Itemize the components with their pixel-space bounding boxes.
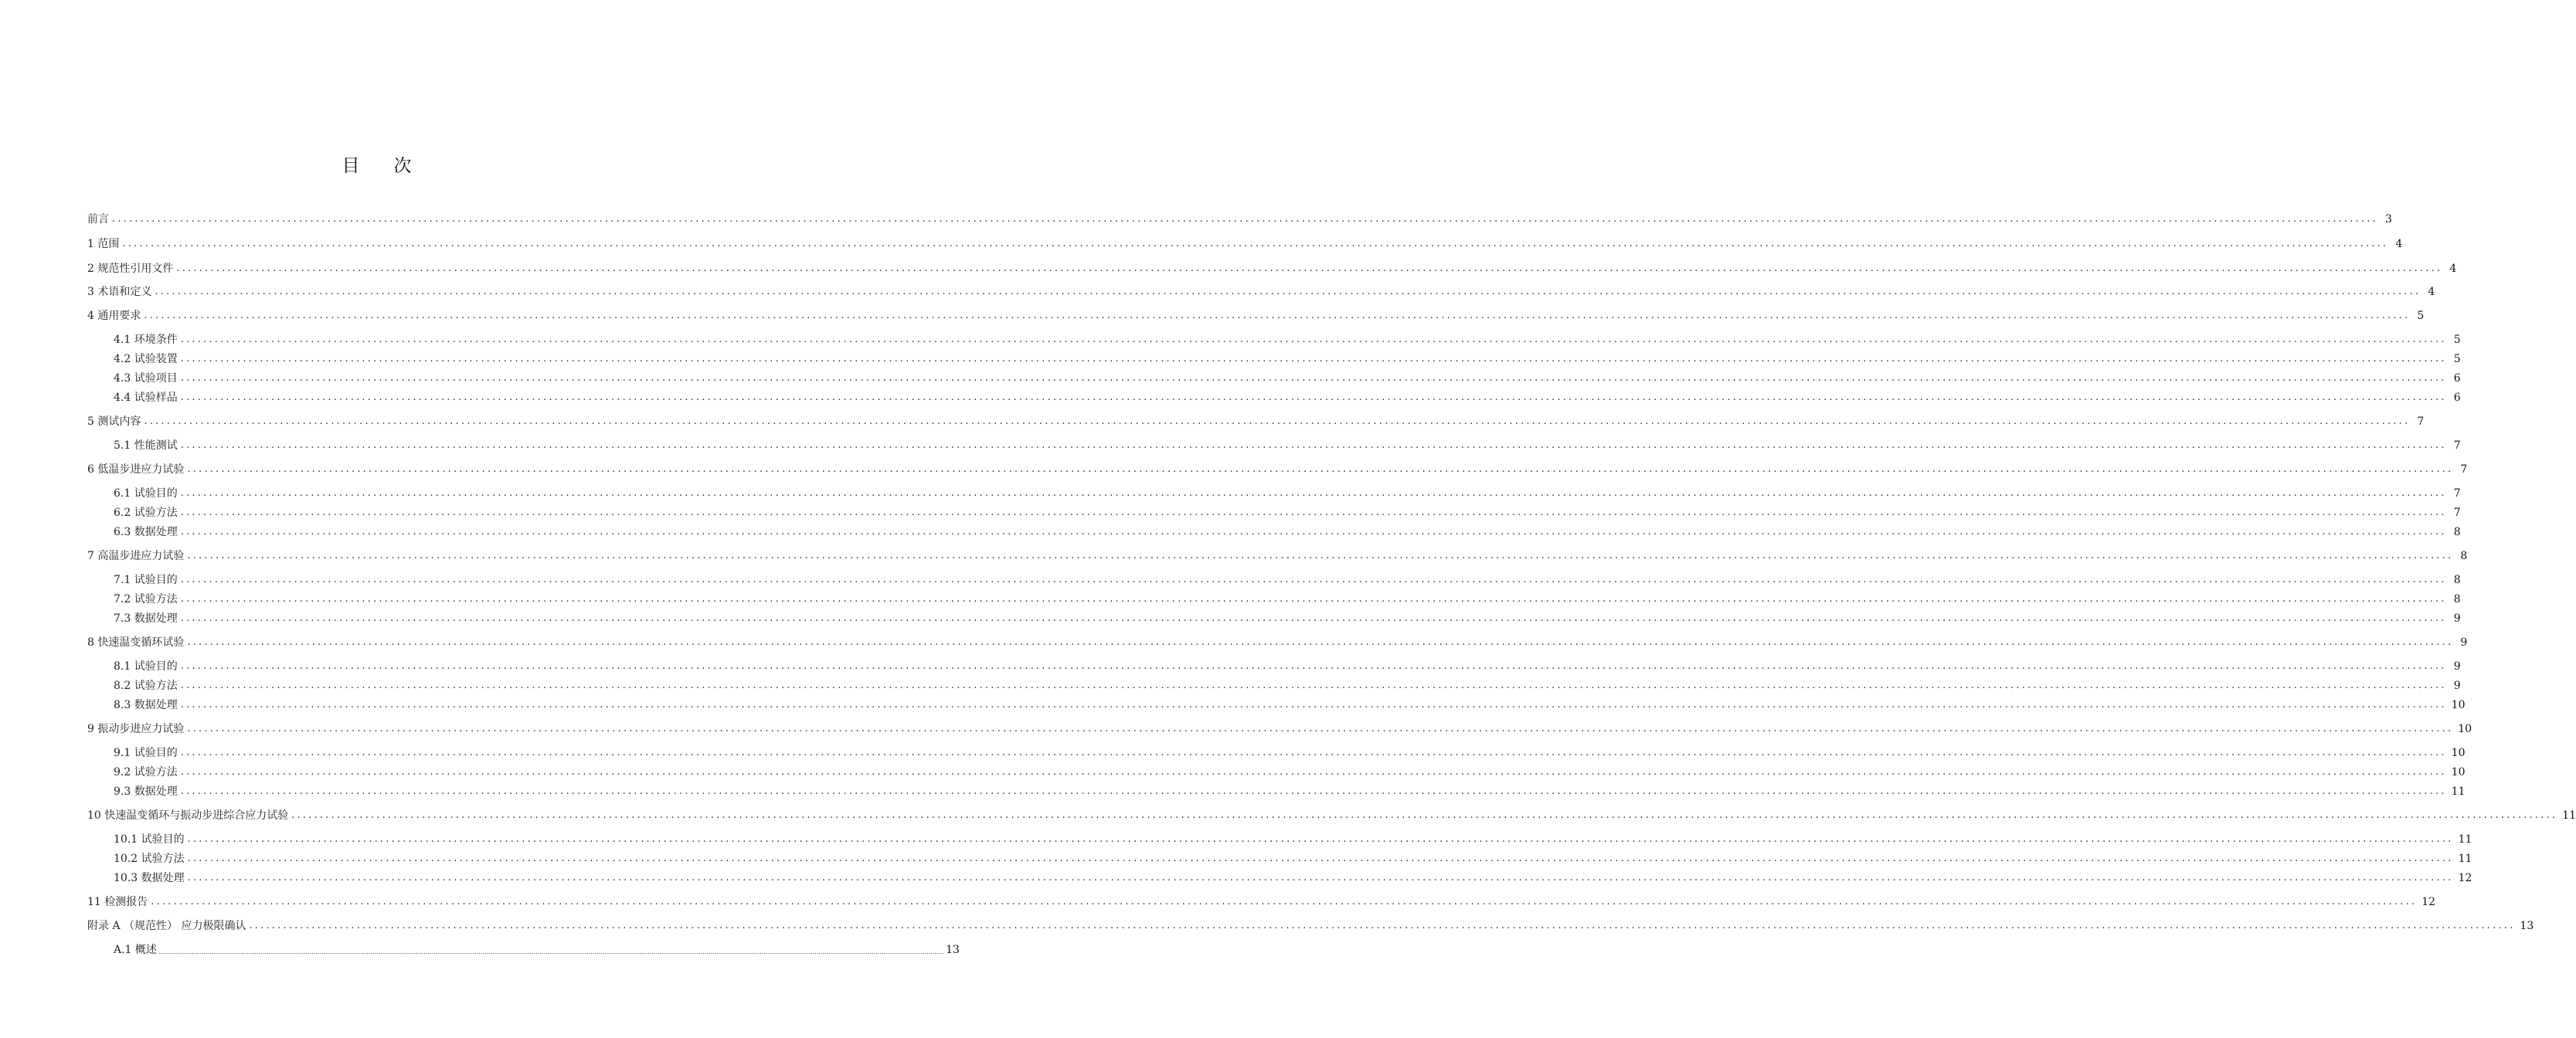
toc-entry-title [114,505,178,521]
dot-leader: ................................................................................................................................................................................................................................................................................................................................................................................................................ [180,487,2447,499]
toc-entry-page: 10 [2458,723,2472,735]
toc-entry-number: 7.2 [114,593,134,606]
toc-entry[interactable] [87,808,2576,823]
toc-entry-page: 8 [2453,526,2461,538]
toc-entry-text: 数据处理 [134,612,178,625]
toc-entry-text: 试验方法 [134,507,178,519]
toc-entry[interactable] [87,236,2403,252]
toc-entry-page: 13 [2520,920,2534,932]
toc-entry-page: 12 [2421,896,2436,908]
dot-leader: ................................................................................................................................................................................................................................................................................................................................................................................................................ [180,526,2447,538]
dot-leader: ................................................................................................................................................................................................................................................................................................................................................................................................................ [180,392,2447,403]
toc-entry[interactable] [114,611,2461,626]
toc-entry-title [114,659,178,674]
toc-entry-text: 试验目的 [134,660,178,673]
toc-entry[interactable] [114,851,2472,867]
toc-entry-text: （规范性） 应力极限确认 [124,920,246,932]
toc-entry-number: 4.1 [114,334,134,346]
dot-leader: ................................................................................................................................................................................................................................................................................................................................................................................................................ [158,948,945,955]
toc-entry-page: 5 [2453,334,2461,346]
toc-entry-text: 试验目的 [141,833,185,846]
dot-leader: ................................................................................................................................................................................................................................................................................................................................................................................................................ [155,286,2421,297]
toc-entry-page: 7 [2453,487,2461,500]
toc-entry-title [87,894,148,910]
dot-leader: ................................................................................................................................................................................................................................................................................................................................................................................................................ [180,574,2447,585]
toc-entry-text: 高温步进应力试验 [97,550,185,562]
toc-entry-number: 8.3 [114,699,134,711]
toc-entry-number: 7.1 [114,574,134,586]
toc-entry-text: 检测报告 [104,896,148,908]
toc-entry[interactable] [87,212,2392,227]
toc-entry-number: 11 [87,896,105,908]
toc-entry-title [87,414,141,429]
toc-entry[interactable] [114,942,960,958]
toc-entry-text: 快速温变循环试验 [97,636,185,649]
toc-entry[interactable] [87,462,2468,477]
toc-entry-text: 性能测试 [134,439,178,452]
toc-entry-number: 10.2 [114,853,141,865]
toc-entry-text: 术语和定义 [97,286,152,298]
toc-entry-number: 4.2 [114,353,134,365]
toc-entry-text: 试验方法 [134,680,178,692]
dot-leader: ................................................................................................................................................................................................................................................................................................................................................................................................................ [151,896,2418,907]
toc-entry-text: 数据处理 [141,872,185,884]
toc-entry-text: 试验方法 [134,593,178,606]
toc-entry-title [87,308,141,324]
toc-entry-text: 测试内容 [97,416,141,428]
dot-leader: ................................................................................................................................................................................................................................................................................................................................................................................................................ [187,636,2454,648]
toc-entry-number: 8.1 [114,660,134,673]
toc-entry-text: 快速温变循环与振动步进综合应力试验 [104,809,289,822]
toc-entry[interactable] [114,745,2466,761]
toc-entry-title [114,851,185,867]
toc-entry-title [114,486,178,501]
dot-leader: ................................................................................................................................................................................................................................................................................................................................................................................................................ [180,699,2447,711]
toc-entry-title [114,870,185,886]
toc-entry[interactable] [114,765,2466,780]
dot-leader: ................................................................................................................................................................................................................................................................................................................................................................................................................ [112,213,2378,225]
toc-entry-page: 11 [2458,833,2472,846]
toc-entry-title [87,462,184,477]
toc-entry-page: 11 [2451,785,2466,798]
toc-entry[interactable] [114,486,2461,501]
toc-entry-title [87,236,119,252]
toc-entry[interactable] [87,894,2436,910]
toc-entry-number: 8 [87,636,98,649]
dot-leader: ................................................................................................................................................................................................................................................................................................................................................................................................................ [249,920,2516,931]
toc-entry-number: 6.3 [114,526,134,538]
toc-entry-page: 9 [2460,636,2468,649]
toc-entry-number: 5.1 [114,439,134,452]
toc-entry-text: 振动步进应力试验 [97,723,185,735]
toc-entry-page: 4 [2395,238,2403,250]
toc-entry-number: A.1 [114,944,135,956]
toc-entry-page: 7 [2460,463,2468,476]
toc-entry-number: 1 [87,238,98,250]
toc-entry-number: 9.3 [114,785,134,798]
toc-entry-page: 8 [2460,550,2468,562]
toc-entry-page: 7 [2417,416,2425,428]
toc-entry[interactable] [114,505,2461,521]
toc-entry-page: 5 [2417,310,2425,322]
toc-entry-page: 7 [2453,507,2461,519]
toc-entry-title [114,611,178,626]
toc-entry-page: 10 [2451,699,2466,711]
toc-entry[interactable] [87,635,2468,650]
toc-entry[interactable] [87,721,2472,737]
toc-entry-text: 数据处理 [134,526,178,538]
toc-entry-text: 环境条件 [134,334,178,346]
dot-leader: ................................................................................................................................................................................................................................................................................................................................................................................................................ [187,463,2454,475]
toc-entry-number: 7.3 [114,612,134,625]
toc-entry-title [114,592,178,607]
toc-entry-page: 10 [2451,747,2466,759]
dot-leader: ................................................................................................................................................................................................................................................................................................................................................................................................................ [291,809,2558,821]
toc-entry-title [87,721,184,737]
dot-leader: ................................................................................................................................................................................................................................................................................................................................................................................................................ [180,747,2447,758]
toc-entry-number: 9.1 [114,747,134,759]
toc-entry-page: 7 [2453,439,2461,452]
toc-entry-number: 5 [87,416,98,428]
toc-entry-title [114,572,178,588]
toc-entry-number: 4 [87,310,98,322]
toc-entry-text: 范围 [97,238,120,250]
dot-leader: ................................................................................................................................................................................................................................................................................................................................................................................................................ [180,766,2447,778]
toc-entry[interactable] [87,548,2468,564]
toc-entry-page: 10 [2451,766,2466,778]
toc-entry-title [114,438,178,453]
toc-entry-title [87,548,184,564]
toc-entry[interactable] [114,572,2461,588]
toc-entry-page: 11 [2458,853,2472,865]
toc-entry-text: 试验目的 [134,487,178,500]
toc-entry-number: 9 [87,723,98,735]
toc-entry-title [114,678,178,694]
toc-entry-page: 8 [2453,593,2461,606]
dot-leader: ................................................................................................................................................................................................................................................................................................................................................................................................................ [180,785,2447,797]
toc-entry-text: 试验样品 [134,392,178,404]
toc-entry[interactable] [87,284,2435,300]
toc-entry-text: 试验目的 [134,747,178,759]
toc-entry[interactable] [114,697,2466,713]
toc-entry[interactable] [114,351,2461,367]
toc-entry[interactable] [114,332,2461,348]
toc-entry[interactable] [114,592,2461,607]
dot-leader: ................................................................................................................................................................................................................................................................................................................................................................................................................ [144,310,2411,321]
dot-leader: ................................................................................................................................................................................................................................................................................................................................................................................................................ [176,263,2443,274]
toc-entry-number: 10.1 [114,833,141,846]
toc-entry-page: 3 [2385,213,2392,226]
toc-entry-title [87,212,109,227]
toc-entry-text: 前言 [87,213,109,226]
toc-entry-title [114,697,178,713]
toc-entry-text: 数据处理 [134,785,178,798]
toc-entry[interactable] [114,832,2472,847]
toc-entry-page: 9 [2453,612,2461,625]
toc-entry[interactable] [114,371,2461,386]
toc-entry-page: 5 [2453,353,2461,365]
toc-entry-page: 11 [2562,809,2576,822]
toc-entry-number: 6.2 [114,507,134,519]
toc-entry-number: 9.2 [114,766,134,778]
toc-entry-page: 13 [946,944,960,956]
toc-entry-title [114,351,178,367]
toc-entry-title [87,808,288,823]
toc-entry-page: 4 [2428,286,2435,298]
toc-entry[interactable] [114,678,2461,694]
toc-entry-page: 6 [2453,392,2461,404]
toc-entry[interactable] [87,261,2457,276]
dot-leader: ................................................................................................................................................................................................................................................................................................................................................................................................................ [187,853,2454,864]
toc-entry-number: 10.3 [114,872,141,884]
toc-entry-title [114,745,178,761]
toc-entry[interactable] [87,918,2534,934]
toc-entry-text: 概述 [134,944,157,956]
toc-entry-number: 6 [87,463,98,476]
toc-entry-title [114,784,178,799]
toc-entry-text: 规范性引用文件 [97,263,174,275]
toc-entry-title [114,765,178,780]
toc-entry-title [87,635,184,650]
toc-entry-page: 9 [2453,680,2461,692]
toc-entry-text: 试验目的 [134,574,178,586]
toc-entry[interactable] [114,524,2461,540]
toc-entry-page: 8 [2453,574,2461,586]
toc-entry-number: 8.2 [114,680,134,692]
toc-entry-title [114,332,178,348]
toc-entry-number: 3 [87,286,98,298]
toc-entry-text: 试验装置 [134,353,178,365]
toc-entry[interactable] [114,659,2461,674]
dot-leader: ................................................................................................................................................................................................................................................................................................................................................................................................................ [187,872,2454,884]
page-title: 目 次 [342,156,412,176]
toc-entry-number: 4.3 [114,372,134,385]
toc-entry[interactable] [87,308,2425,324]
dot-leader: ................................................................................................................................................................................................................................................................................................................................................................................................................ [180,507,2447,518]
toc-entry-page: 12 [2458,872,2472,884]
toc-entry[interactable] [114,438,2461,453]
toc-entry-number: 10 [87,809,105,822]
toc-entry-title [114,524,178,540]
toc-entry-number: 4.4 [114,392,134,404]
toc-entry-text: 低温步进应力试验 [97,463,185,476]
dot-leader: ................................................................................................................................................................................................................................................................................................................................................................................................................ [180,439,2447,451]
dot-leader: ................................................................................................................................................................................................................................................................................................................................................................................................................ [144,416,2411,427]
dot-leader: ................................................................................................................................................................................................................................................................................................................................................................................................................ [180,353,2447,365]
dot-leader: ................................................................................................................................................................................................................................................................................................................................................................................................................ [187,833,2454,845]
toc-entry-title [114,832,185,847]
toc-entry-text: 通用要求 [97,310,141,322]
toc-entry-number: 附录 A [87,920,124,932]
dot-leader: ................................................................................................................................................................................................................................................................................................................................................................................................................ [180,660,2447,672]
toc-entry-number: 7 [87,550,98,562]
dot-leader: ................................................................................................................................................................................................................................................................................................................................................................................................................ [122,238,2389,249]
toc-entry[interactable] [87,414,2425,429]
dot-leader: ................................................................................................................................................................................................................................................................................................................................................................................................................ [180,612,2447,624]
toc-entry-page: 9 [2453,660,2461,673]
toc-entry-page: 4 [2449,263,2457,275]
toc-entry-title [87,284,151,300]
dot-leader: ................................................................................................................................................................................................................................................................................................................................................................................................................ [180,372,2447,384]
toc-entry-title [87,261,173,276]
toc-entry-text: 试验方法 [134,766,178,778]
toc-entry-title [87,918,246,934]
toc-entry-title [114,390,178,405]
toc-entry-text: 数据处理 [134,699,178,711]
toc-entry[interactable] [114,870,2472,886]
toc-entry-title [114,942,157,958]
dot-leader: ................................................................................................................................................................................................................................................................................................................................................................................................................ [187,550,2454,561]
dot-leader: ................................................................................................................................................................................................................................................................................................................................................................................................................ [187,723,2454,734]
toc-entry-page: 6 [2453,372,2461,385]
dot-leader: ................................................................................................................................................................................................................................................................................................................................................................................................................ [180,593,2447,605]
toc-entry-number: 6.1 [114,487,134,500]
toc-entry-text: 试验项目 [134,372,178,385]
toc-entry-title [114,371,178,386]
toc-entry-number: 2 [87,263,98,275]
toc-entry-text: 试验方法 [141,853,185,865]
dot-leader: ................................................................................................................................................................................................................................................................................................................................................................................................................ [180,680,2447,691]
toc-entry[interactable] [114,390,2461,405]
dot-leader: ................................................................................................................................................................................................................................................................................................................................................................................................................ [180,334,2447,345]
toc-entry[interactable] [114,784,2466,799]
